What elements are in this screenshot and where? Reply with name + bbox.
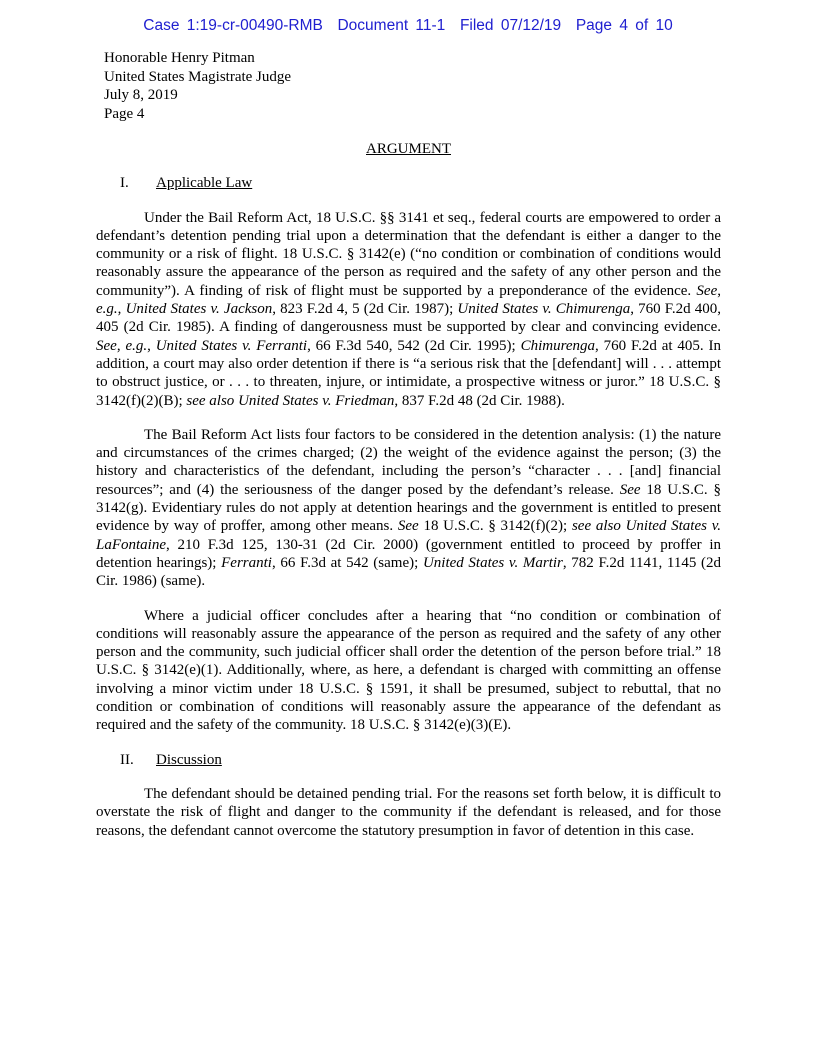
text-run: The Bail Reform Act lists four factors to be considered in the detention analysis: (1) the nature and circumstances of the crimes charged; (2) the weight of the evidence against the person; (3) the history and characteristics of the defendant, including the person’s “character . . . [and] financial resources”; and (4) the seriousness of the danger posed by the defendant’s release. <box>96 426 721 498</box>
signal-see: See <box>696 282 718 299</box>
paragraph-discussion: The defendant should be detained pending trial. For the reasons set forth below, it is difficult to overstate the risk of flight and danger to the community if the defendant is released, and for those reasons, the defendant cannot overcome the statutory presumption in favor of detention in this case. <box>96 785 721 839</box>
case-name: United States v. Chimurenga <box>457 301 631 318</box>
signal-see: See <box>619 481 641 498</box>
section-title: Discussion <box>156 751 222 768</box>
text-run: , 760 F.2d at 405. In addition, a court may also order detention if there is “a serious risk that the [defendant] will . . . attempt to obstruct justice, or . . . to threaten, injure, or intimidate, a prospective witness or juror.” 18 U.S.C. § 3142(f)(2)(B); <box>96 337 722 409</box>
section-title: Applicable Law <box>156 175 253 192</box>
signal-see-also: see also <box>186 392 235 409</box>
case-number: Case 1:19-cr-00490-RMB <box>143 17 323 34</box>
case-name: United States v. Martir <box>422 554 563 571</box>
citation: , 66 F.3d at 542 (same); <box>271 554 419 571</box>
citation: , 210 F.3d 125, 130-31 (2d Cir. 2000) (government entitled to proceed by proffer in detention hearings); <box>96 536 721 571</box>
case-name: Chimurenga <box>520 337 596 354</box>
signal-see-also: see also <box>571 518 621 535</box>
filed-date: Filed 07/12/19 <box>459 17 562 34</box>
letter-date: July 8, 2019 <box>104 87 178 103</box>
text-run: , 760 F.2d 400, 405 (2d Cir. 1985). A finding of dangerousness must be supported by clear and convincing evidence. <box>96 301 722 336</box>
argument-heading: ARGUMENT <box>366 141 451 157</box>
signal-eg: e.g. <box>96 301 118 318</box>
signal-see: See <box>96 337 117 354</box>
citation: , 782 F.2d 1141, 1145 (2d Cir. 1986) (same). <box>96 554 721 590</box>
case-name: United States v. Jackson <box>125 301 273 318</box>
letter-body <box>96 140 721 856</box>
page-of-total: Page 4 of 10 <box>575 17 673 34</box>
citation: , 837 F.2d 48 (2d Cir. 1988). <box>394 392 565 409</box>
section-number: II. <box>120 751 134 768</box>
addressee-title: United States Magistrate Judge <box>104 68 292 85</box>
text-run: Under the Bail Reform Act, 18 U.S.C. §§ 3141 et seq., federal courts are empowered to order a defendant’s detention pending trial upon a determination that the defendant is either a danger to the community or a risk of flight. 18 U.S.C. § 3142(e) (“no condition or combination of conditions would reasonably assure the appearance of the person as required and the safety of any other person and the community”). A finding of risk of flight must be supported by a preponderance of the evidence. <box>96 209 721 299</box>
section-heading-applicable-law <box>96 174 721 192</box>
paragraph-bail-reform-act: Under the Bail Reform Act, 18 U.S.C. §§ 3141 et seq., federal courts are empowered to order a defendant’s detention pending trial upon a determination that the defendant is either a danger to the community or a risk of flight. 18 U.S.C. § 3142(e) (“no condition or combination of conditions would reasonably assure the appearance of the person as required and the safety of any other person and the community”). A finding of risk of flight must be supported by a preponderance of the evidence. See, e.g., United States v. Jackson, 823 F.2d 4, 5 (2d Cir. 1987); United States v. Chimurenga, 760 F.2d 400, 405 (2d Cir. 1985). A finding of dangerousness must be supported by clear and convincing evidence. See, e.g., United States v. Ferranti, 66 F.3d 540, 542 (2d Cir. 1995); Chimurenga, 760 F.2d at 405. In addition, a court may also order detention if there is “a serious risk that the [defendant] will . . . attempt to obstruct justice, or . . . to threaten, injure, or intimidate, a prospective witness or juror.” 18 U.S.C. § 3142(f)(2)(B); see also United States v. Friedman, 837 F.2d 48 (2d Cir. 1988). <box>96 209 722 409</box>
document-number: Document 11-1 <box>337 17 446 34</box>
court-filing-stamp <box>0 17 816 35</box>
paragraph-four-factors <box>96 426 721 591</box>
citation: , 66 F.3d 540, 542 (2d Cir. 1995); <box>307 337 516 354</box>
case-name: Ferranti <box>221 554 272 571</box>
addressee-name: Honorable Henry Pitman <box>104 50 255 66</box>
case-name: United States v. LaFontaine <box>96 518 721 553</box>
text-run: 18 U.S.C. § 3142(f)(2); <box>423 518 568 535</box>
case-name: United States v. Friedman <box>238 392 395 409</box>
case-name: United States v. Ferranti <box>155 337 308 354</box>
page-label: Page 4 <box>104 105 145 122</box>
letter-header <box>104 49 291 123</box>
citation: , 823 F.2d 4, 5 (2d Cir. 1987); <box>272 301 454 318</box>
signal-see: See <box>397 518 419 535</box>
paragraph-presumption: Where a judicial officer concludes after a hearing that “no condition or combination of conditions will reasonably assure the appearance of the person as required and the safety of any other person and the community, such judicial officer shall order the detention of the person before trial.” 18 U.S.C. § 3142(e)(1). Additionally, where, as here, a defendant is charged with committing an offense involving a minor victim under 18 U.S.C. § 1591, it shall be presumed, subject to rebuttal, that no condition or combination of conditions will reasonably assure the appearance of the defendant as required and the safety of the community. 18 U.S.C. § 3142(e)(3)(E). <box>96 607 721 734</box>
section-number: I. <box>120 175 129 192</box>
signal-eg: e.g. <box>125 337 148 354</box>
text-run: 18 U.S.C. § 3142(g). Evidentiary rules do not apply at detention hearings and the government is entitled to present evidence by way of proffer, among other means. <box>96 481 721 535</box>
section-heading-discussion <box>96 751 721 769</box>
